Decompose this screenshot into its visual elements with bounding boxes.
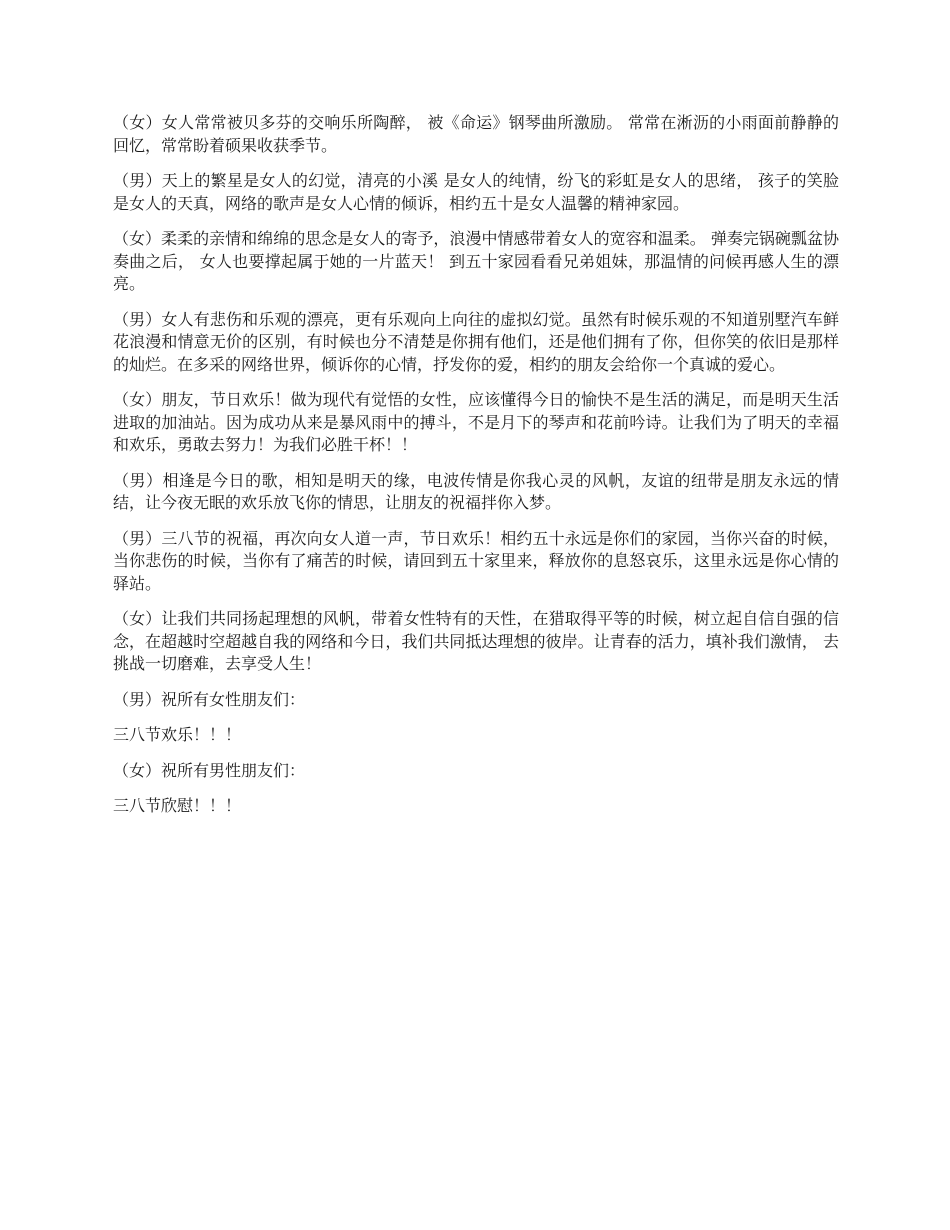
paragraph: （女）柔柔的亲情和绵绵的思念是女人的寄予，浪漫中情感带着女人的宽容和温柔。 弹奏完锅碗瓢盆协奏曲之后， 女人也要撑起属于她的一片蓝天！ 到五十家园看看兄弟姐妹，那温情的问候再感人生的漂亮。 [113, 229, 839, 293]
paragraph: （男）三八节的祝福，再次向女人道一声，节日欢乐！相约五十永远是你们的家园，当你兴奋的时候，当你悲伤的时候，当你有了痛苦的时候，请回到五十家里来，释放你的息怒哀乐，这里永远是你心情的驿站。 [113, 528, 839, 593]
document-body [113, 112, 839, 831]
paragraph: （女）朋友，节日欢乐！做为现代有觉悟的女性，应该懂得今日的愉快不是生活的满足，而是明天生活进取的加油站。因为成功从来是暴风雨中的搏斗，不是月下的琴声和花前吟诗。让我们为了明天的幸福和欢乐，勇敢去努力！为我们必胜干杯！！ [113, 390, 839, 454]
paragraph: （男）相逢是今日的歌，相知是明天的缘，电波传情是你我心灵的风帆，友谊的纽带是朋友永远的情结，让今夜无眠的欢乐放飞你的情思，让朋友的祝福拌你入梦。 [113, 470, 839, 512]
paragraph: （男）女人有悲伤和乐观的漂亮，更有乐观向上向往的虚拟幻觉。虽然有时候乐观的不知道别墅汽车鲜花浪漫和情意无价的区别，有时候也分不清楚是你拥有他们，还是他们拥有了你，但你笑的依旧是那样的灿烂。在多采的网络世界，倾诉你的心情，抒发你的爱，相约的朋友会给你一个真诚的爱心。 [113, 309, 839, 374]
paragraph: （女）女人常常被贝多芬的交响乐所陶醉， 被《命运》钢琴曲所激励。 常常在淅沥的小雨面前静静的回忆，常常盼着硕果收获季节。 [113, 113, 839, 155]
paragraph: （男）天上的繁星是女人的幻觉，清亮的小溪 是女人的纯情，纷飞的彩虹是女人的思绪， 孩子的笑脸是女人的天真，网络的歌声是女人心情的倾诉，相约五十是女人温馨的精神家园。 [113, 171, 839, 213]
paragraph: （女）让我们共同扬起理想的风帆，带着女性特有的天性，在猎取得平等的时候，树立起自信自强的信念，在超越时空超越自我的网络和今日，我们共同抵达理想的彼岸。让青春的活力，填补我们激情， 去挑战一切磨难，去享受人生！ [113, 609, 839, 673]
paragraph: 三八节欣慰！！！ [113, 796, 242, 815]
paragraph: 三八节欢乐！！！ [113, 725, 242, 744]
paragraph: （男）祝所有女性朋友们： [113, 689, 306, 709]
paragraph: （女）祝所有男性朋友们： [113, 760, 306, 780]
